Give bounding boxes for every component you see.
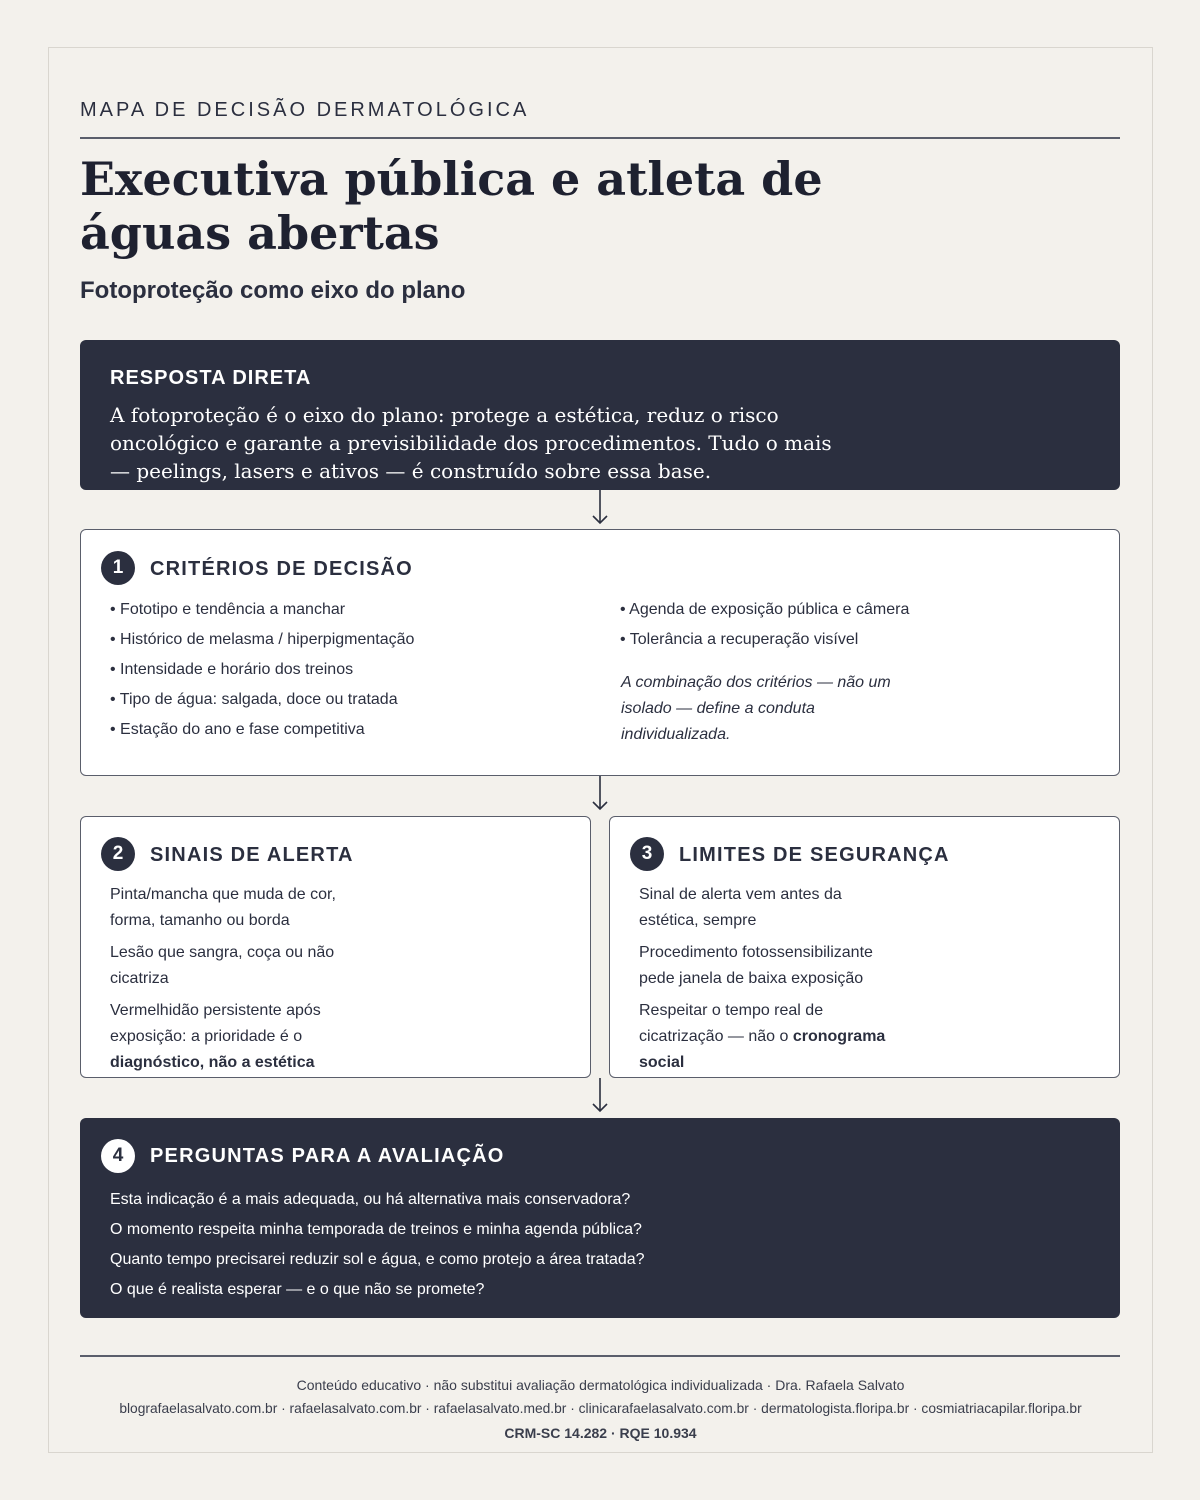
list-item: • Estação do ano e fase competitiva xyxy=(110,715,414,745)
footer-websites: blografaelasalvato.com.br · rafaelasalvato.com.br · rafaelasalvato.med.br · clinicarafaelasalvato.com.br · dermatologista.floripa.br · cosmiatriacapilar.floripa.br xyxy=(119,1401,1082,1416)
step-number-badge: 2 xyxy=(101,837,135,871)
arrow-down-icon xyxy=(590,776,610,812)
step-number-badge: 4 xyxy=(101,1139,135,1173)
limit-emphasis: cronograma social xyxy=(639,1028,886,1071)
criteria-heading: CRITÉRIOS DE DECISÃO xyxy=(150,558,413,580)
criteria-card xyxy=(80,529,1120,776)
safety-limits-heading: LIMITES DE SEGURANÇA xyxy=(679,844,950,866)
safety-limits-card xyxy=(609,816,1120,1078)
limit-text: Respeitar o tempo real de cicatrização — não o xyxy=(639,1002,824,1045)
list-item: Pinta/mancha que muda de cor, forma, tamanho ou borda xyxy=(110,886,336,929)
list-item: • Intensidade e horário dos treinos xyxy=(110,655,414,685)
step-number-badge: 1 xyxy=(101,551,135,585)
list-item: Procedimento fotossensibilizante pede janela de baixa exposição xyxy=(639,944,873,987)
step-number-badge: 3 xyxy=(630,837,664,871)
page-subtitle: Fotoproteção como eixo do plano xyxy=(80,277,466,304)
evaluation-questions-heading: PERGUNTAS PARA A AVALIAÇÃO xyxy=(150,1145,505,1167)
title-line-1: Executiva pública e atleta de xyxy=(80,152,823,206)
list-item: Sinal de alerta vem antes da estética, sempre xyxy=(639,886,842,929)
list-item: Lesão que sangra, coça ou não cicatriza xyxy=(110,944,335,987)
evaluation-questions-list xyxy=(110,1185,645,1305)
title-line-2: águas abertas xyxy=(80,206,440,260)
list-item: • Tolerância a recuperação visível xyxy=(620,625,909,655)
criteria-note: A combinação dos critérios — não um isolado — define a conduta individualizada. xyxy=(621,674,891,743)
list-item: • Fototipo e tendência a manchar xyxy=(110,595,414,625)
list-item: • Histórico de melasma / hiperpigmentação xyxy=(110,625,414,655)
list-item: Quanto tempo precisarei reduzir sol e água, e como protejo a área tratada? xyxy=(110,1251,645,1268)
footer-disclaimer: Conteúdo educativo · não substitui avaliação dermatológica individualizada · Dra. Rafaela Salvato xyxy=(296,1377,905,1393)
page-title xyxy=(80,152,880,260)
list-item: • Tipo de água: salgada, doce ou tratada xyxy=(110,685,414,715)
criteria-list-right xyxy=(620,595,909,655)
list-item: Esta indicação é a mais adequada, ou há alternativa mais conservadora? xyxy=(110,1191,631,1208)
direct-answer-card xyxy=(80,340,1120,490)
alert-signs-list xyxy=(110,882,370,1082)
arrow-down-icon xyxy=(590,1078,610,1114)
alert-signs-heading: SINAIS DE ALERTA xyxy=(150,844,354,866)
list-item: O momento respeita minha temporada de treinos e minha agenda pública? xyxy=(110,1221,642,1238)
list-item xyxy=(110,998,370,1076)
alert-text: Vermelhidão persistente após exposição: a prioridade é o xyxy=(110,1002,321,1045)
safety-limits-list xyxy=(639,882,899,1082)
footer-divider xyxy=(80,1355,1120,1357)
direct-answer-text: A fotoproteção é o eixo do plano: protege a estética, reduz o risco oncológico e garante a previsibilidade dos procedimentos. Tudo o mais — peelings, lasers e ativos — é construído sobre essa base. xyxy=(110,403,832,483)
list-item xyxy=(639,998,899,1076)
eyebrow-label: MAPA DE DECISÃO DERMATOLÓGICA xyxy=(80,99,530,121)
list-item: O que é realista esperar — e o que não se promete? xyxy=(110,1281,485,1298)
direct-answer-heading: RESPOSTA DIRETA xyxy=(110,367,312,389)
criteria-list-left xyxy=(110,595,414,745)
arrow-down-icon xyxy=(590,490,610,526)
footer-registration: CRM-SC 14.282 · RQE 10.934 xyxy=(504,1425,697,1441)
list-item: • Agenda de exposição pública e câmera xyxy=(620,595,909,625)
alert-emphasis: diagnóstico, não a estética xyxy=(110,1054,315,1071)
evaluation-questions-card xyxy=(80,1118,1120,1318)
alert-signs-card xyxy=(80,816,591,1078)
top-divider xyxy=(80,137,1120,139)
